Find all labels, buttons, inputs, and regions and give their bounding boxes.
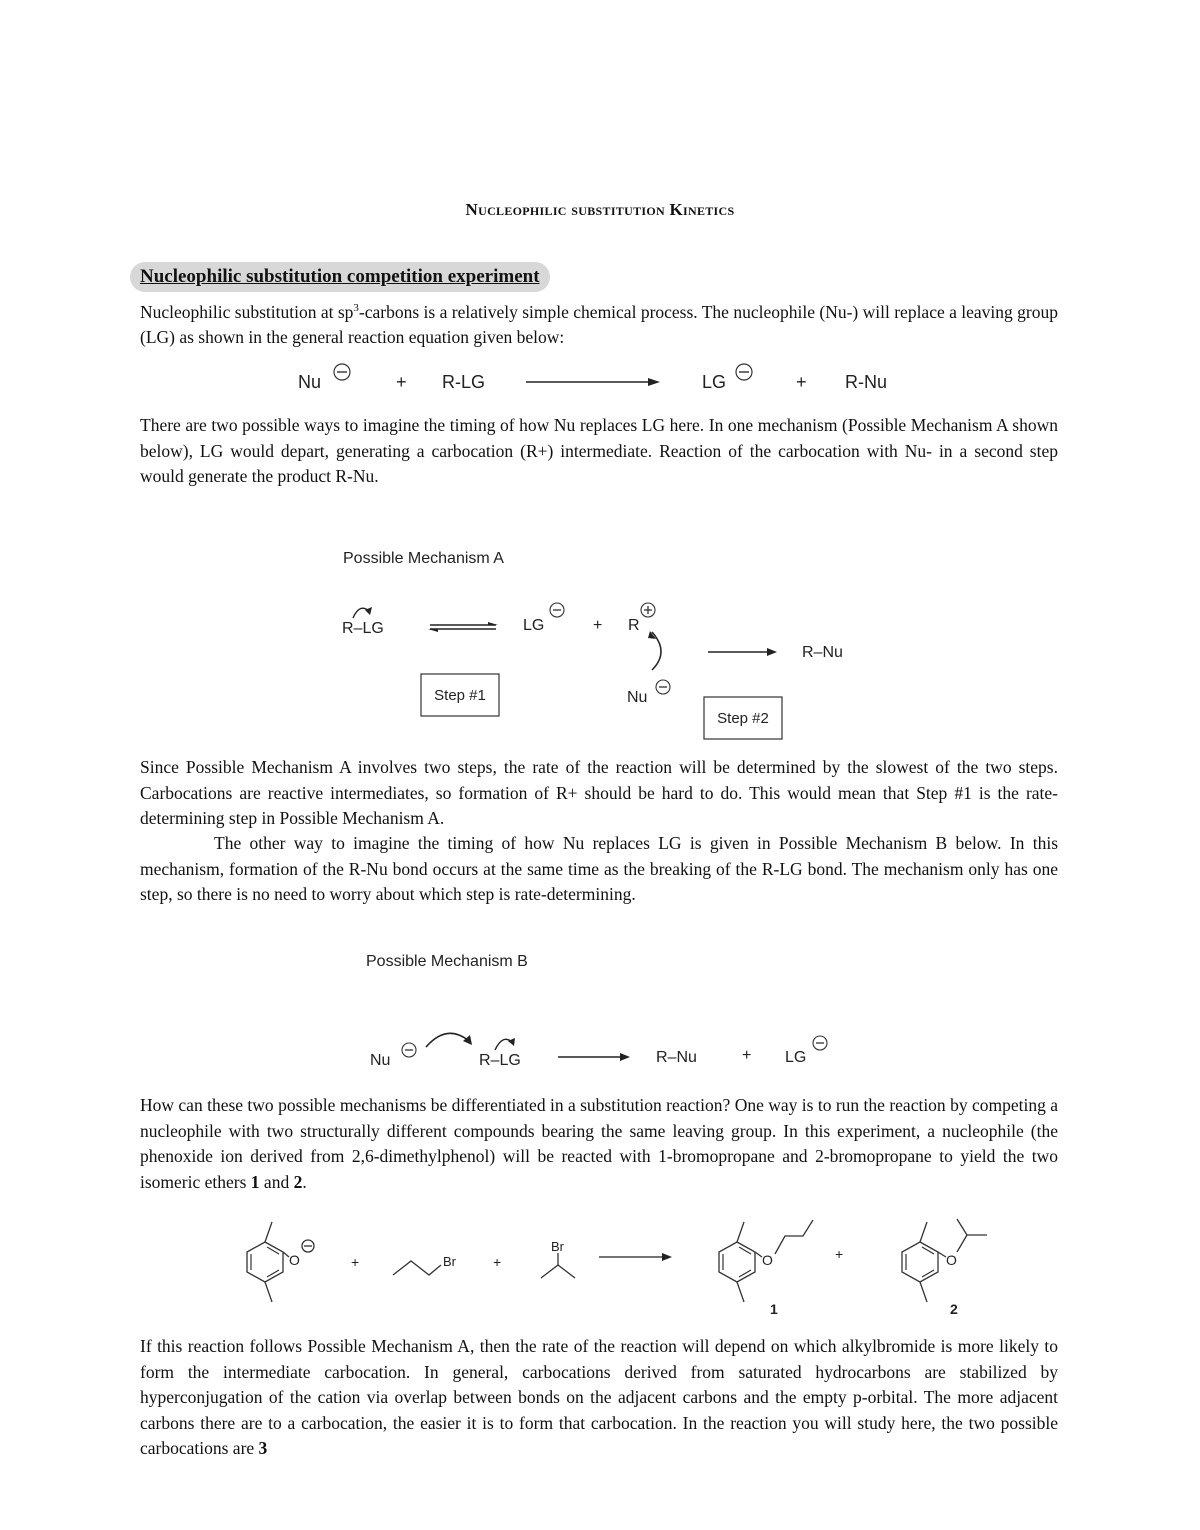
reaction-arrow-icon: [526, 378, 660, 386]
carbocation-label: R: [628, 617, 640, 634]
mechanism-b-plus: +: [742, 1047, 752, 1064]
step2-label: Step #2: [717, 710, 769, 727]
methyl-bond: [920, 1282, 927, 1302]
reaction-arrow-icon: [558, 1053, 630, 1061]
paragraph-carbocation-stability: [140, 1334, 1058, 1462]
product-label: R-Nu: [845, 372, 888, 392]
carbocation-text: If this reaction follows Possible Mechanism A, then the rate of the reaction will depend on which alkylbromide is more likely to form the intermediate carbocation. In general, carbocations derived from saturated hydrocarbons are stabilized by hyperconjugation of the cation via overlap between bonds on the adjacent carbons and the empty p-orbital. The more adjacent carbons there are to a carbocation, the easier it is to form that carbocation. In the reaction you will study here, the two possible carbocations are: [140, 1336, 1058, 1458]
mechanism-b-leaving-group: LG: [785, 1049, 807, 1066]
mechanism-b-title: Possible Mechanism B: [366, 953, 528, 970]
section-heading: Nucleophilic substitution competition experiment: [130, 262, 550, 292]
product2-oxygen: O: [946, 1252, 957, 1268]
compound-1-ref: 1: [250, 1171, 260, 1192]
plus-sign: +: [396, 372, 407, 392]
mechanism-a-nucleophile: Nu: [627, 689, 648, 706]
negative-charge-icon: [656, 680, 670, 694]
oxygen-bond: [755, 1252, 762, 1257]
reaction-arrow-icon: [599, 1253, 672, 1261]
mechanism-a-product: R–Nu: [802, 644, 843, 661]
methyl-bond: [265, 1222, 272, 1242]
plus-sign: +: [351, 1254, 360, 1270]
nucleophile-label: Nu: [298, 372, 322, 392]
plus-sign: +: [835, 1246, 844, 1262]
isopropyl-bond: [541, 1265, 558, 1278]
competition-text: How can these two possible mechanisms be differentiated in a substitution reaction? One way is to run the reaction by competing a nucleophile with two structurally different compounds bearing the same leaving group. In this experiment, a nucleophile (the phenoxide ion derived from 2,6-dimethylphenol) will be reacted with 1-bromopropane and 2-bromopropane to yield the two isomeric ethers: [140, 1095, 1058, 1192]
mechanism-a-substrate: R–LG: [342, 620, 384, 637]
paragraph-intro: [140, 296, 1058, 351]
positive-charge-icon: [641, 603, 655, 617]
mechanism-a-plus: +: [593, 617, 603, 634]
negative-charge-icon: [402, 1043, 416, 1057]
arrowhead-icon: [463, 1035, 472, 1045]
paragraph-competition: [140, 1093, 1058, 1195]
product1-ring: [719, 1242, 755, 1282]
page-title: Nucleophilic substitution Kinetics: [465, 200, 735, 219]
product1-oxygen: O: [762, 1252, 773, 1268]
mechanism-a-title: Possible Mechanism A: [343, 550, 504, 567]
mechanism-b-nucleophile: Nu: [370, 1052, 391, 1069]
phenoxide-oxygen: O: [289, 1252, 300, 1268]
negative-charge-icon: [334, 364, 350, 380]
product1-label: 1: [770, 1301, 778, 1317]
isopropyl-bond: [957, 1235, 967, 1252]
conjunction: and: [259, 1171, 294, 1192]
product2-ring: [902, 1242, 938, 1282]
product2-label: 2: [950, 1301, 958, 1317]
methyl-bond: [737, 1222, 744, 1242]
negative-charge-icon: [550, 603, 564, 617]
mechanism-b-substrate: R–LG: [479, 1052, 521, 1069]
mechanism-b-text: The other way to imagine the timing of how Nu replaces LG is given in Possible Mechanism B below. In this mechanism, formation of the R-Nu bond occurs at the same time as the breaking of the R-LG bond. The mechanism only has one step, so there is no need to worry about which step is rate-determining.: [140, 833, 1058, 904]
mechanism-b-scheme: [355, 945, 855, 1075]
bromine-label: Br: [551, 1239, 564, 1254]
arrowhead-icon: [508, 1038, 515, 1046]
sentence-end: .: [302, 1171, 307, 1192]
substrate-label: R-LG: [442, 372, 486, 392]
methyl-bond: [920, 1222, 927, 1242]
methyl-bond: [265, 1282, 272, 1302]
curved-arrow-icon: [426, 1033, 469, 1047]
isopropyl-bond: [558, 1265, 575, 1278]
isopropyl-bond: [957, 1219, 967, 1235]
paragraph-mechanism-a: Since Possible Mechanism A involves two steps, the rate of the reaction will be determined by the slowest of the two steps. Carbocations are reactive intermediates, so formation of R+ should be hard to do. This would mean that Step #1 is the rate-determining step in Possible Mechanism A.: [140, 757, 1058, 828]
negative-charge-icon: [736, 364, 752, 380]
equilibrium-arrow-icon: [428, 622, 498, 632]
mechanism-b-product: R–Nu: [656, 1049, 697, 1066]
oxygen-bond: [938, 1252, 946, 1257]
plus-sign: +: [796, 372, 807, 392]
mechanism-a-leaving-group: LG: [523, 617, 545, 634]
intro-text-end: -carbons is a relatively simple chemical process. The nucleophile (Nu-) will replace a leaving group (LG) as shown in the general reaction equation given below:: [140, 301, 1058, 348]
leaving-group-label: LG: [702, 372, 727, 392]
negative-charge-icon: [813, 1036, 827, 1050]
reaction-arrow-icon: [708, 648, 777, 656]
paragraph-mechanism-b: [140, 831, 1058, 908]
superscript-3: 3: [353, 302, 359, 314]
phenoxide-ring: [247, 1242, 283, 1282]
propyl-chain: [393, 1261, 441, 1275]
compound-2-ref: 2: [293, 1171, 303, 1192]
intro-text-start: Nucleophilic substitution at sp: [140, 301, 354, 322]
methyl-bond: [737, 1282, 744, 1302]
propyl-chain: [775, 1220, 813, 1254]
paragraph-mechanism-intro: There are two possible ways to imagine the timing of how Nu replaces LG here. In one mechanism (Possible Mechanism A shown below), LG would depart, generating a carbocation (R+) intermediate. Reaction of the carbocation with Nu- in a second step would generate the product R-Nu.: [140, 415, 1058, 486]
mechanism-a-scheme: [330, 540, 870, 750]
carbocation-3-ref: 3: [258, 1438, 268, 1458]
general-reaction-equation: [280, 355, 920, 400]
arrowhead-icon: [365, 607, 372, 615]
step1-label: Step #1: [434, 687, 486, 704]
plus-sign: +: [493, 1254, 502, 1270]
bromine-label: Br: [443, 1254, 456, 1269]
competition-reaction-scheme: [215, 1215, 1005, 1320]
